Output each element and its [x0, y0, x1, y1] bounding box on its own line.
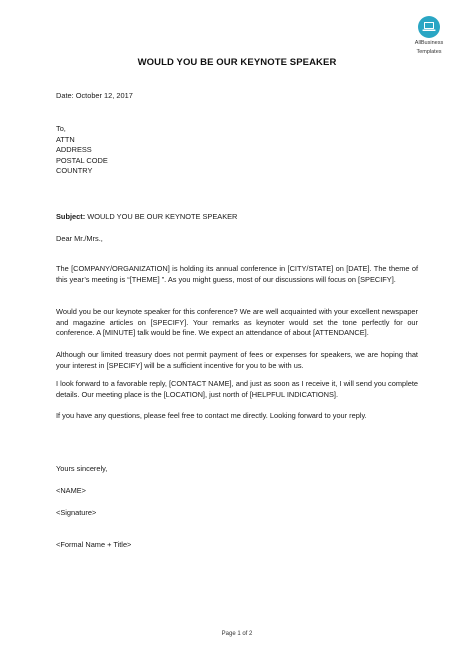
paragraph-1: The [COMPANY/ORGANIZATION] is holding its annual conference in [CITY/STATE] on [DATE]. The theme of this year’s meeting is “[THEME] ”. As you might guess, most of our discussions will focus on [SPECIFY].	[56, 264, 418, 284]
address-address: ADDRESS	[56, 145, 92, 155]
closing: Yours sincerely,	[56, 464, 108, 473]
subject-line	[56, 212, 418, 223]
letter-title: WOULD YOU BE OUR KEYNOTE SPEAKER	[137, 57, 337, 68]
paragraph-2: Would you be our keynote speaker for this conference? We are well acquainted with your excellent newspaper and magazine articles on [SPECIFY]. Your remarks as keynoter would set the tone perfectly for our conference. A [MINUTE] talk would be fine. We expect an attendance of about [ATTENDANCE].	[56, 307, 418, 338]
address-country: COUNTRY	[56, 166, 93, 176]
letter-date: Date: October 12, 2017	[56, 91, 133, 100]
formal-name-title: <Formal Name + Title>	[56, 540, 132, 549]
subject-text: WOULD YOU BE OUR KEYNOTE SPEAKER	[87, 212, 238, 221]
address-postal-code: POSTAL CODE	[56, 155, 108, 165]
allbusiness-logo[interactable]	[404, 16, 454, 55]
logo-text-line2: Templates	[416, 48, 442, 55]
address-to: To,	[56, 124, 66, 133]
laptop-icon	[418, 16, 440, 38]
subject-label: Subject:	[56, 212, 86, 221]
sender-name: <NAME>	[56, 486, 86, 495]
recipient-address	[56, 124, 418, 177]
paragraph-4: I look forward to a favorable reply, [CONTACT NAME], and just as soon as I receive it, I will send you complete details. Our meeting place is the [LOCATION], just north of [HELPFUL INDICATIONS].	[56, 379, 418, 399]
salutation: Dear Mr./Mrs.,	[56, 234, 103, 243]
page-number: Page 1 of 2	[221, 631, 253, 637]
logo-text-line1: AllBusiness	[414, 40, 444, 46]
paragraph-3: Although our limited treasury does not permit payment of fees or expenses for speakers, we are hoping that your interest in [SPECIFY] will be a sufficient incentive for you to be with us.	[56, 350, 418, 370]
signature-placeholder: <Signature>	[56, 508, 97, 517]
paragraph-5: If you have any questions, please feel free to contact me directly. Looking forward to your reply.	[56, 411, 367, 420]
address-attn: ATTN	[56, 134, 75, 144]
